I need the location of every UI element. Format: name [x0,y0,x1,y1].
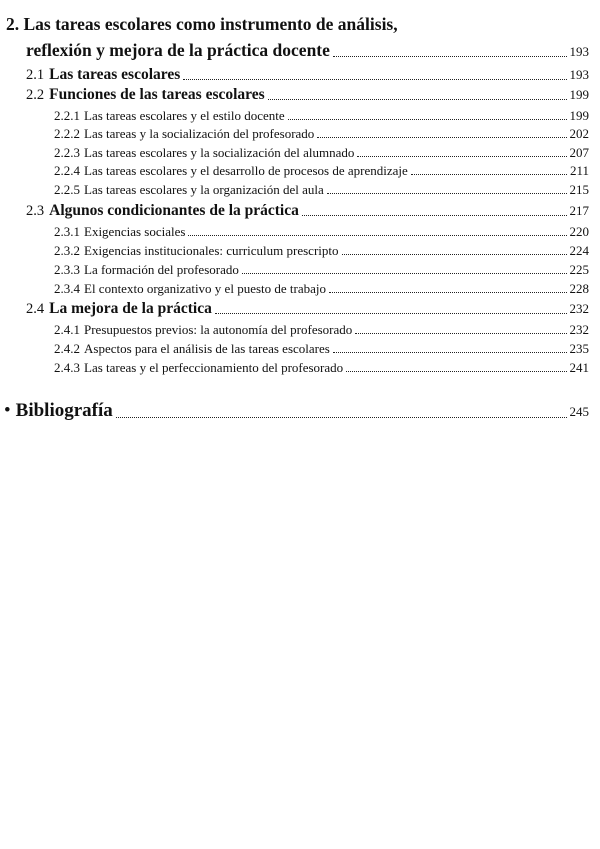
page-number: 207 [569,145,589,160]
subsection-number: 2.4.2 [54,341,80,356]
subsection-number: 2.3.3 [54,262,80,277]
bullet: • [4,400,11,421]
page-number: 193 [569,44,589,59]
page-number: 220 [569,224,589,239]
dot-leader [268,99,567,100]
dot-leader [329,292,567,293]
toc-section [26,202,589,220]
subsection-title: Las tareas escolares y el estilo docente [84,108,285,123]
page-number: 202 [569,126,589,141]
subsection-number: 2.3.1 [54,224,80,239]
toc-section [26,86,589,104]
page-number: 235 [569,341,589,356]
dot-leader [333,352,567,353]
toc-subsection [54,341,589,357]
bibliography-title: Bibliografía [15,400,113,421]
chapter-title-line2: reflexión y mejora de la práctica docente [26,40,330,60]
toc-subsection [54,360,589,376]
dot-leader [327,193,567,194]
subsection-title: Las tareas y la socialización del profesorado [84,126,315,141]
page-number: 228 [569,281,589,296]
page-number: 199 [569,87,589,102]
subsection-number: 2.2.4 [54,163,80,178]
subsection-title: Las tareas escolares y la organización del aula [84,182,324,197]
section-number: 2.3 [26,203,45,219]
dot-leader [116,417,567,418]
section-title: Las tareas escolares [49,66,181,83]
page-number: 211 [569,163,589,178]
toc-subsection [54,108,589,124]
dot-leader [188,235,566,236]
section-title: Funciones de las tareas escolares [49,86,265,103]
page-number: 217 [569,203,589,218]
dot-leader [242,273,567,274]
dot-leader [357,156,566,157]
toc-subsection [54,322,589,338]
toc-bibliography [4,400,589,422]
subsection-number: 2.3.4 [54,281,80,296]
dot-leader [288,119,567,120]
page-number: 232 [569,322,589,337]
toc-section [26,66,589,84]
page-number: 232 [569,301,589,316]
subsection-number: 2.2.5 [54,182,80,197]
subsection-title: Presupuestos previos: la autonomía del profesorado [84,322,353,337]
dot-leader [355,333,566,334]
section-title: Algunos condicionantes de la práctica [49,202,299,219]
subsection-title: Las tareas escolares y el desarrollo de procesos de aprendizaje [84,163,408,178]
section-number: 2.4 [26,301,45,317]
subsection-title: La formación del profesorado [84,262,239,277]
subsection-number: 2.2.2 [54,126,80,141]
dot-leader [411,174,567,175]
toc-section [26,300,589,318]
toc-subsection [54,262,589,278]
page-number: 245 [569,404,589,419]
subsection-title: Exigencias institucionales: curriculum prescripto [84,243,339,258]
page-number: 193 [569,67,589,82]
page-number: 241 [569,360,589,375]
subsection-title: Las tareas escolares y la socialización del alumnado [84,145,355,160]
page-number: 199 [569,108,589,123]
toc-subsection [54,126,589,142]
toc-subsection [54,145,589,161]
chapter-title-line1: Las tareas escolares como instrumento de análisis, [23,14,398,34]
chapter-number: 2. [6,14,20,34]
page-number: 215 [569,182,589,197]
chapter-heading-line2 [26,40,589,61]
subsection-title: Las tareas y el perfeccionamiento del profesorado [84,360,344,375]
toc-subsection [54,224,589,240]
subsection-title: Exigencias sociales [84,224,186,239]
subsection-number: 2.4.3 [54,360,80,375]
subsection-number: 2.3.2 [54,243,80,258]
toc-subsection [54,243,589,259]
section-number: 2.1 [26,67,45,83]
toc-subsection [54,163,589,179]
toc-subsection [54,281,589,297]
subsection-number: 2.2.3 [54,145,80,160]
page-number: 225 [569,262,589,277]
page-number: 224 [569,243,589,258]
dot-leader [342,254,567,255]
subsection-title: Aspectos para el análisis de las tareas escolares [84,341,330,356]
dot-leader [302,215,567,216]
dot-leader [183,79,566,80]
toc-subsection [54,182,589,198]
subsection-number: 2.2.1 [54,108,80,123]
subsection-number: 2.4.1 [54,322,80,337]
chapter-heading-line1 [6,14,398,35]
subsection-title: El contexto organizativo y el puesto de trabajo [84,281,326,296]
section-title: La mejora de la práctica [49,300,212,317]
dot-leader [215,313,567,314]
dot-leader [346,371,566,372]
dot-leader [333,56,567,57]
dot-leader [317,137,566,138]
section-number: 2.2 [26,87,45,103]
